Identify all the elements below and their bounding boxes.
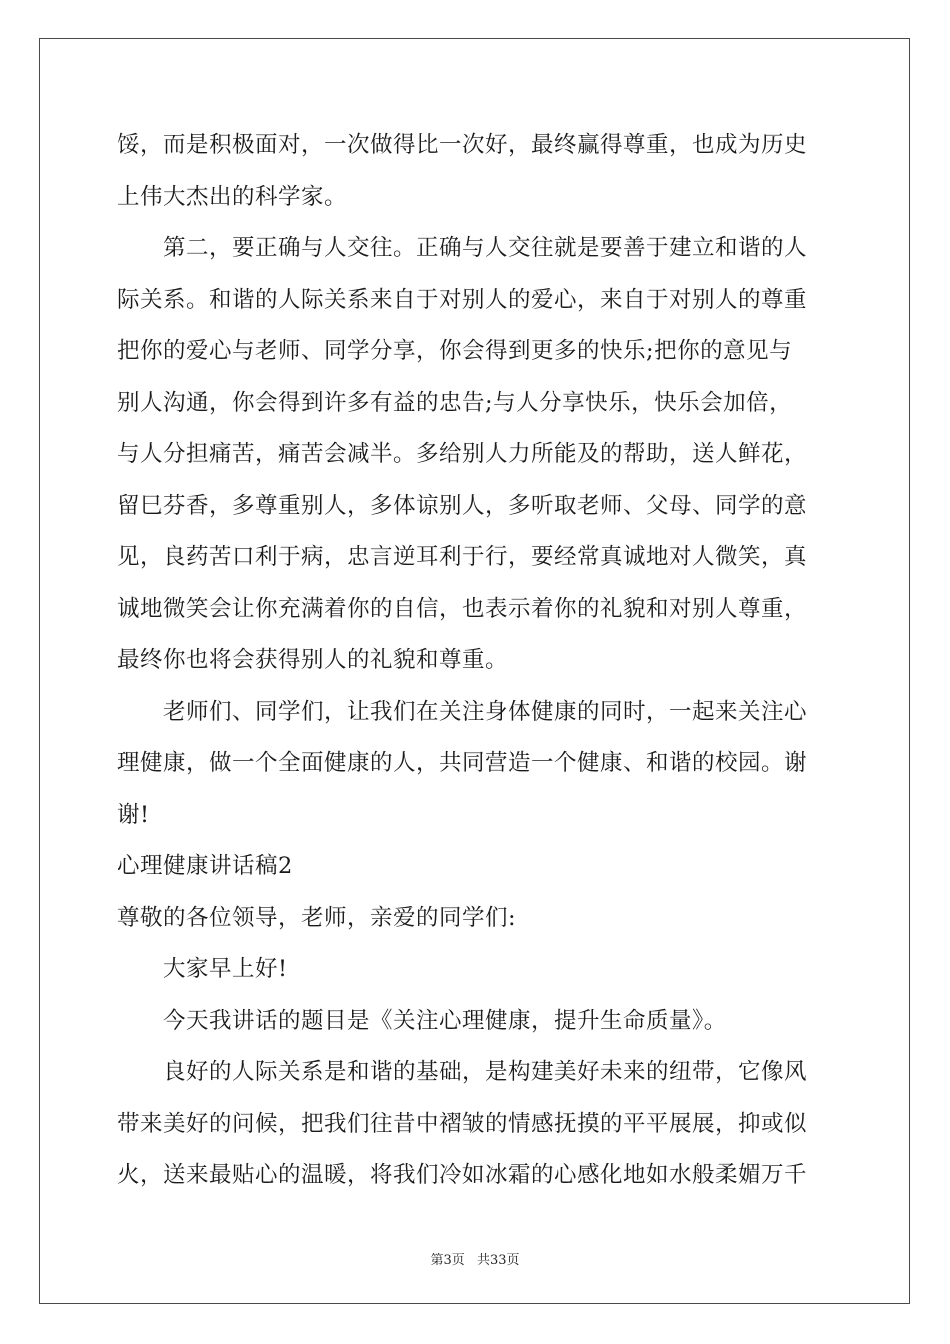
text-line: 最终你也将会获得别人的礼貌和尊重。 [117, 647, 509, 673]
text-line: 理健康，做一个全面健康的人，共同营造一个健康、和谐的校园。谢 [117, 750, 808, 776]
text-line: 带来美好的问候，把我们往昔中褶皱的情感抚摸的平平展展，抑或似 [117, 1110, 808, 1137]
text-line: 今天我讲话的题目是《关注心理健康，提升生命质量》。 [117, 1007, 727, 1034]
text-line: 与人分担痛苦，痛苦会减半。多给别人力所能及的帮助，送人鲜花， [117, 441, 808, 467]
document-body [117, 120, 837, 1202]
text-line: 良好的人际关系是和谐的基础，是构建美好未来的纽带，它像风 [117, 1059, 808, 1085]
text-line: 第二，要正确与人交往。正确与人交往就是要善于建立和谐的人 [117, 235, 808, 261]
page-total: 共33页 [476, 1253, 520, 1268]
text-line: 火，送来最贴心的温暖，将我们冷如冰霜的心感化地如水般柔媚万千 [117, 1162, 808, 1188]
section-heading: 心理健康讲话稿2 [117, 853, 293, 879]
text-line: 别人沟通，你会得到许多有益的忠告;与人分享快乐，快乐会加倍， [117, 389, 793, 416]
page-footer [0, 1249, 950, 1268]
text-line: 尊敬的各位领导，老师，亲爱的同学们: [117, 904, 517, 931]
text-line: 上伟大杰出的科学家。 [117, 183, 348, 210]
page-number: 第3页 [430, 1253, 465, 1268]
text-line: 谢! [117, 801, 150, 828]
text-line: 际关系。和谐的人际关系来自于对别人的爱心，来自于对别人的尊重 [117, 286, 808, 313]
text-line: 馁，而是积极面对，一次做得比一次好，最终赢得尊重，也成为历史 [117, 132, 808, 158]
text-line: 见，良药苦口利于病，忠言逆耳利于行，要经常真诚地对人微笑，真 [117, 544, 808, 570]
text-line: 诚地微笑会让你充满着你的自信，也表示着你的礼貌和对别人尊重， [117, 595, 808, 622]
text-line: 留巳芬香，多尊重别人，多体谅别人，多听取老师、父母、同学的意 [117, 492, 808, 519]
text-line: 大家早上好! [117, 956, 288, 982]
text-line: 老师们、同学们，让我们在关注身体健康的同时，一起来关注心 [117, 698, 808, 725]
text-line: 把你的爱心与老师、同学分享，你会得到更多的快乐;把你的意见与 [117, 338, 793, 364]
